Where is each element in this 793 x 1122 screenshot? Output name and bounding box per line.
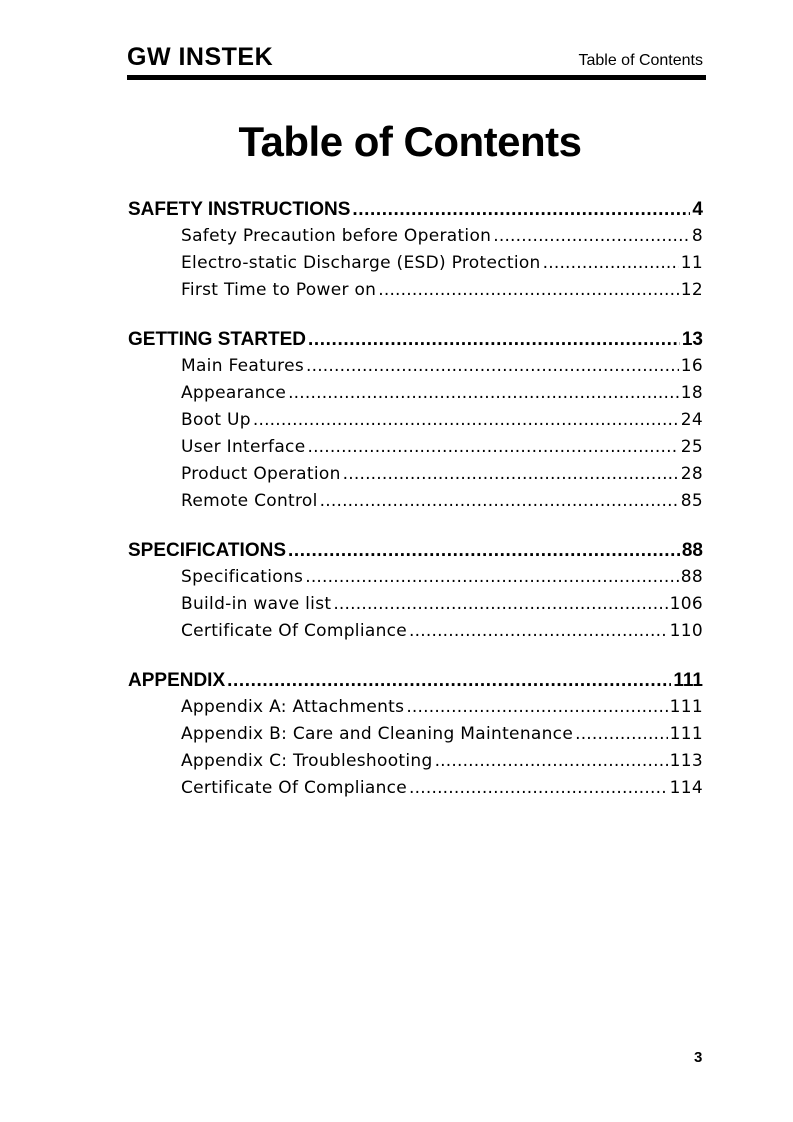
toc-entry-page: 110 <box>669 621 703 641</box>
toc-entry-title: Appendix A: Attachments <box>181 697 405 717</box>
dot-leader <box>378 277 679 304</box>
dot-leader <box>493 223 690 250</box>
dot-leader <box>543 250 679 277</box>
toc-entry-title: Remote Control <box>181 491 318 511</box>
dot-leader <box>409 775 668 802</box>
toc-entry[interactable] <box>128 591 703 618</box>
page-header <box>127 40 706 82</box>
toc-entry[interactable] <box>128 434 703 461</box>
toc-entry-page: 113 <box>669 751 703 771</box>
toc-entry-title: Certificate Of Compliance <box>181 778 408 798</box>
toc-entry[interactable] <box>128 564 703 591</box>
toc-entry[interactable] <box>128 694 703 721</box>
toc-entry-title: Safety Precaution before Operation <box>181 226 492 246</box>
toc-section-title: SAFETY INSTRUCTIONS <box>128 199 351 220</box>
toc-entry-page: 111 <box>669 724 703 744</box>
dot-leader <box>253 407 679 434</box>
toc-entry[interactable] <box>128 380 703 407</box>
toc-entry-title: Appearance <box>181 383 287 403</box>
toc-entry-title: Main Features <box>181 356 304 376</box>
toc-entry-page: 28 <box>680 464 703 484</box>
toc-entry-title: Certificate Of Compliance <box>181 621 408 641</box>
toc-entry[interactable] <box>128 748 703 775</box>
dot-leader <box>435 748 668 775</box>
toc-section <box>128 196 703 304</box>
toc-entry-page: 85 <box>680 491 703 511</box>
toc-entry[interactable] <box>128 353 703 380</box>
page-title: Table of Contents <box>238 118 582 165</box>
toc-entry-title: Specifications <box>181 567 304 587</box>
toc-section-page: 111 <box>673 670 703 691</box>
toc-entry-page: 114 <box>669 778 703 798</box>
toc-entry[interactable] <box>128 721 703 748</box>
dot-leader <box>343 461 679 488</box>
brand-logo: GW INSTEK <box>127 43 274 71</box>
toc-section-title: GETTING STARTED <box>128 329 307 350</box>
dot-leader <box>306 353 679 380</box>
toc-entry[interactable] <box>128 223 703 250</box>
dot-leader <box>307 434 678 461</box>
toc-entry[interactable] <box>128 277 703 304</box>
page-number: 3 <box>694 1049 703 1066</box>
toc-entry-page: 24 <box>680 410 703 430</box>
toc-entry-page: 88 <box>680 567 703 587</box>
table-of-contents <box>128 196 703 824</box>
toc-entry[interactable] <box>128 618 703 645</box>
toc-entry-title: User Interface <box>181 437 306 457</box>
dot-leader <box>288 537 680 564</box>
toc-entry[interactable] <box>128 461 703 488</box>
dot-leader <box>305 564 679 591</box>
dot-leader <box>308 326 680 353</box>
toc-entry-page: 25 <box>680 437 703 457</box>
dot-leader <box>333 591 667 618</box>
header-divider <box>127 75 706 80</box>
toc-section-page: 13 <box>681 329 703 350</box>
toc-section-heading[interactable] <box>128 326 703 353</box>
toc-entry[interactable] <box>128 407 703 434</box>
toc-entry[interactable] <box>128 775 703 802</box>
toc-section-heading[interactable] <box>128 667 703 694</box>
toc-entry[interactable] <box>128 250 703 277</box>
toc-section <box>128 537 703 645</box>
dot-leader <box>406 694 667 721</box>
toc-entry-page: 12 <box>680 280 703 300</box>
toc-entry-title: Appendix C: Troubleshooting <box>181 751 433 771</box>
toc-entry-title: Product Operation <box>181 464 341 484</box>
dot-leader <box>575 721 668 748</box>
toc-entry-title: Build-in wave list <box>181 594 332 614</box>
toc-entry-title: Electro-static Discharge (ESD) Protection <box>181 253 541 273</box>
toc-section-title: APPENDIX <box>128 670 226 691</box>
dot-leader <box>352 196 690 223</box>
dot-leader <box>288 380 679 407</box>
toc-section-page: 4 <box>692 199 703 220</box>
toc-entry-page: 111 <box>669 697 703 717</box>
toc-entry-page: 11 <box>680 253 703 273</box>
toc-section <box>128 667 703 802</box>
toc-section-heading[interactable] <box>128 537 703 564</box>
dot-leader <box>320 488 679 515</box>
toc-section-heading[interactable] <box>128 196 703 223</box>
toc-entry-page: 18 <box>680 383 703 403</box>
toc-entry-page: 106 <box>669 594 703 614</box>
toc-entry-title: Boot Up <box>181 410 251 430</box>
running-title: Table of Contents <box>578 52 703 69</box>
toc-entry-title: First Time to Power on <box>181 280 377 300</box>
toc-section <box>128 326 703 515</box>
toc-section-title: SPECIFICATIONS <box>128 540 286 561</box>
toc-section-page: 88 <box>681 540 703 561</box>
toc-entry-page: 16 <box>680 356 703 376</box>
toc-entry-title: Appendix B: Care and Cleaning Maintenance <box>181 724 574 744</box>
dot-leader <box>227 667 671 694</box>
toc-entry[interactable] <box>128 488 703 515</box>
toc-entry-page: 8 <box>691 226 703 246</box>
dot-leader <box>409 618 668 645</box>
